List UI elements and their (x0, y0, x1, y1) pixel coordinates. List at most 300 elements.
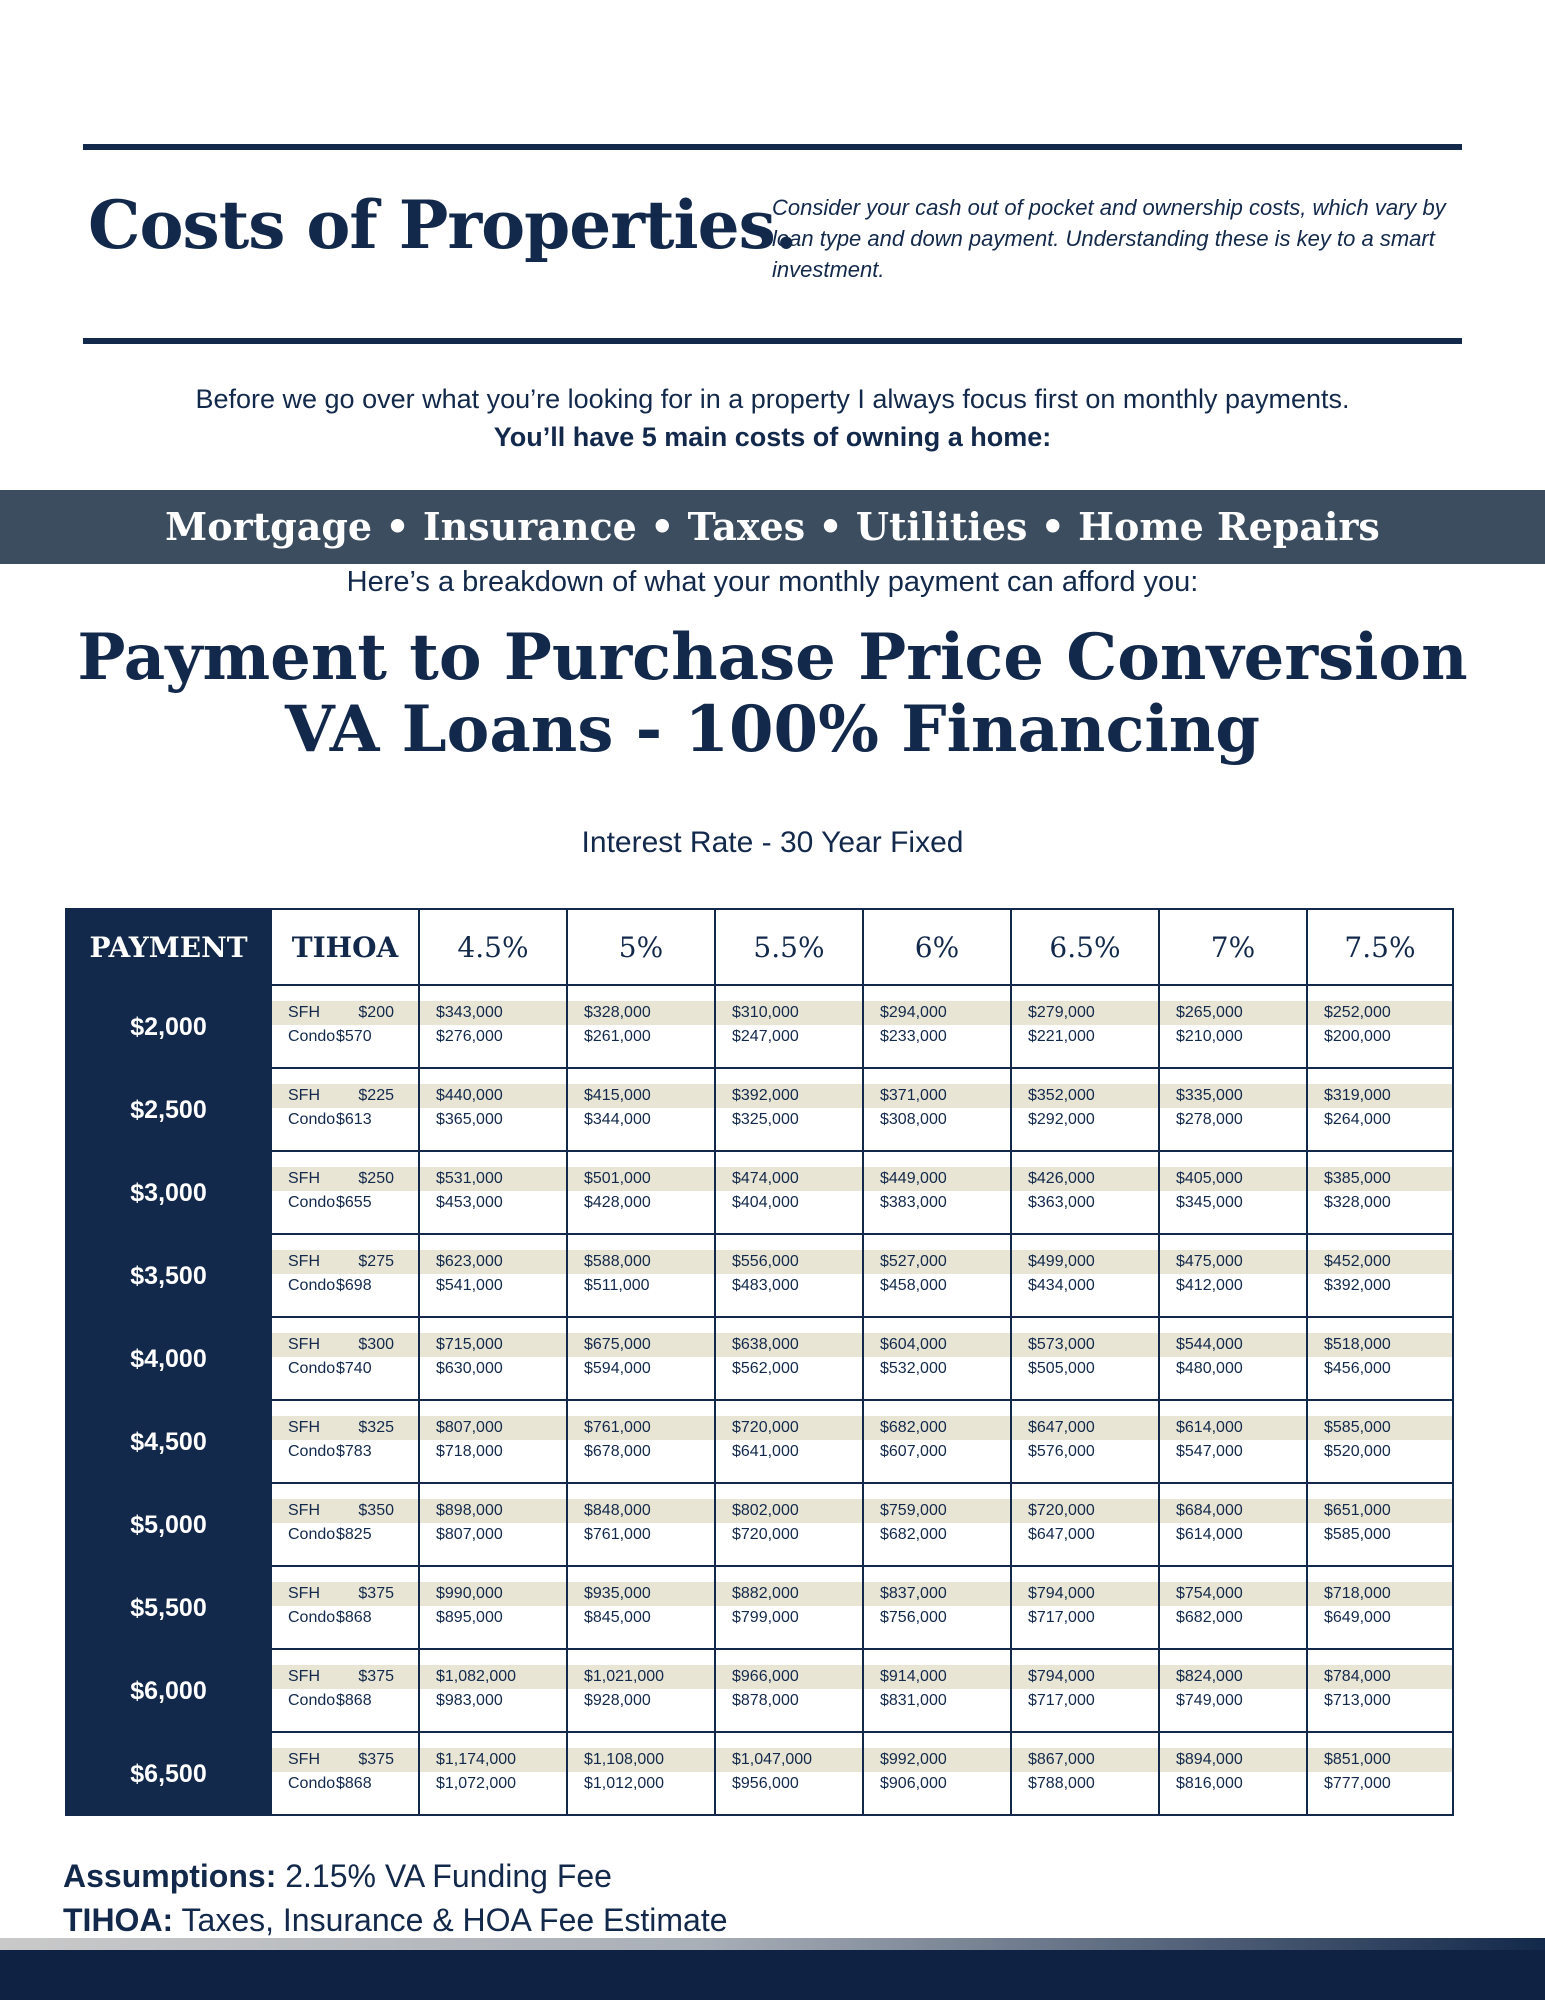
sfh-price: $614,000 (1160, 1416, 1306, 1440)
condo-amount: $868 (336, 1692, 372, 1709)
price-cell (1160, 1650, 1308, 1733)
sfh-price: $518,000 (1308, 1333, 1452, 1357)
tihoa-sfh (272, 1001, 418, 1025)
price-cell (1308, 986, 1454, 1069)
table-row (65, 1318, 1454, 1401)
lead-emphasis: You’ll have 5 main costs of owning a home: (493, 422, 1052, 452)
price-cell (1308, 1152, 1454, 1235)
price-cell (568, 1401, 716, 1484)
condo-price: $505,000 (1028, 1360, 1095, 1377)
header-rate: 6% (864, 908, 1012, 986)
sfh-label: SFH (288, 1419, 320, 1436)
condo-label: Condo (288, 1360, 336, 1377)
sfh-label: SFH (288, 1170, 320, 1187)
sfh-label: SFH (288, 1668, 320, 1685)
price-cell (568, 1733, 716, 1816)
price-cell (1308, 1733, 1454, 1816)
sfh-price: $265,000 (1160, 1001, 1306, 1025)
sfh-price: $573,000 (1012, 1333, 1158, 1357)
price-cell (864, 1318, 1012, 1401)
tihoa-sfh (272, 1416, 418, 1440)
condo-amount: $825 (336, 1526, 372, 1543)
condo-price: $383,000 (880, 1194, 947, 1211)
condo-price: $630,000 (436, 1360, 503, 1377)
sfh-price: $867,000 (1012, 1748, 1158, 1772)
condo-price: $1,012,000 (584, 1775, 665, 1792)
sfh-price: $794,000 (1012, 1582, 1158, 1606)
price-cell (568, 1069, 716, 1152)
condo-price: $532,000 (880, 1360, 947, 1377)
price-cell (716, 1484, 864, 1567)
price-cell (420, 1235, 568, 1318)
tihoa-cell (272, 1567, 420, 1650)
condo-amount: $698 (336, 1277, 372, 1294)
price-cell (1308, 1235, 1454, 1318)
tihoa-sfh (272, 1665, 418, 1689)
tihoa-cell (272, 1235, 420, 1318)
payment-cell: $5,500 (65, 1567, 272, 1650)
condo-price: $756,000 (880, 1609, 947, 1626)
table-row (65, 1733, 1454, 1816)
condo-price: $210,000 (1176, 1028, 1243, 1045)
condo-amount: $570 (336, 1028, 372, 1045)
condo-price: $200,000 (1324, 1028, 1391, 1045)
tihoa-cell (272, 1484, 420, 1567)
condo-price: $456,000 (1324, 1360, 1391, 1377)
price-cell (420, 1484, 568, 1567)
sfh-price: $802,000 (716, 1499, 862, 1523)
sfh-price: $474,000 (716, 1167, 862, 1191)
tihoa-condo (272, 1191, 418, 1215)
price-cell (1160, 1235, 1308, 1318)
condo-amount: $655 (336, 1194, 372, 1211)
price-cell (1308, 1650, 1454, 1733)
condo-price: $878,000 (732, 1692, 799, 1709)
tihoa-condo (272, 1606, 418, 1630)
sfh-price: $501,000 (568, 1167, 714, 1191)
price-cell (568, 1484, 716, 1567)
sfh-price: $335,000 (1160, 1084, 1306, 1108)
price-cell (420, 1152, 568, 1235)
sfh-price: $452,000 (1308, 1250, 1452, 1274)
sfh-price: $319,000 (1308, 1084, 1452, 1108)
condo-label: Condo (288, 1028, 336, 1045)
condo-price: $541,000 (436, 1277, 503, 1294)
condo-price: $682,000 (1176, 1609, 1243, 1626)
sfh-price: $784,000 (1308, 1665, 1452, 1689)
sfh-price: $675,000 (568, 1333, 714, 1357)
tihoa-cell (272, 1152, 420, 1235)
tihoa-condo (272, 1689, 418, 1713)
price-cell (864, 1069, 1012, 1152)
table-row (65, 1401, 1454, 1484)
price-cell (568, 1235, 716, 1318)
sfh-price: $882,000 (716, 1582, 862, 1606)
sfh-amount: $225 (358, 1087, 394, 1104)
sfh-price: $718,000 (1308, 1582, 1452, 1606)
price-cell (1012, 1650, 1160, 1733)
price-cell (420, 1567, 568, 1650)
condo-price: $983,000 (436, 1692, 503, 1709)
tihoa-condo (272, 1025, 418, 1049)
price-cell (1012, 1152, 1160, 1235)
sfh-price: $392,000 (716, 1084, 862, 1108)
condo-price: $956,000 (732, 1775, 799, 1792)
sfh-label: SFH (288, 1502, 320, 1519)
price-cell (420, 1733, 568, 1816)
conversion-title-line1: Payment to Purchase Price Conversion (77, 620, 1468, 695)
tihoa-condo (272, 1772, 418, 1796)
condo-price: $392,000 (1324, 1277, 1391, 1294)
price-cell (420, 1069, 568, 1152)
tihoa-cell (272, 1069, 420, 1152)
sfh-price: $531,000 (420, 1167, 566, 1191)
sfh-amount: $200 (358, 1004, 394, 1021)
condo-price: $614,000 (1176, 1526, 1243, 1543)
condo-price: $458,000 (880, 1277, 947, 1294)
assumptions-label: Assumptions: (63, 1858, 277, 1894)
tihoa-sfh (272, 1167, 418, 1191)
bottom-rule (83, 338, 1462, 344)
condo-price: $261,000 (584, 1028, 651, 1045)
table-row (65, 986, 1454, 1069)
condo-price: $777,000 (1324, 1775, 1391, 1792)
condo-amount: $783 (336, 1443, 372, 1460)
header-rate: 4.5% (420, 908, 568, 986)
price-cell (1012, 1069, 1160, 1152)
price-cell (1160, 1733, 1308, 1816)
sfh-price: $385,000 (1308, 1167, 1452, 1191)
price-cell (864, 1484, 1012, 1567)
condo-price: $720,000 (732, 1526, 799, 1543)
sfh-price: $623,000 (420, 1250, 566, 1274)
price-cell (568, 1650, 716, 1733)
sfh-price: $475,000 (1160, 1250, 1306, 1274)
sfh-price: $990,000 (420, 1582, 566, 1606)
price-cell (864, 1152, 1012, 1235)
condo-price: $428,000 (584, 1194, 651, 1211)
sfh-label: SFH (288, 1087, 320, 1104)
table-row (65, 1650, 1454, 1733)
lead-paragraph (0, 380, 1545, 456)
condo-price: $718,000 (436, 1443, 503, 1460)
price-cell (1160, 1484, 1308, 1567)
payment-cell: $2,500 (65, 1069, 272, 1152)
sfh-price: $720,000 (716, 1416, 862, 1440)
condo-price: $247,000 (732, 1028, 799, 1045)
condo-label: Condo (288, 1526, 336, 1543)
assumptions-text: 2.15% VA Funding Fee (285, 1858, 612, 1894)
condo-price: $647,000 (1028, 1526, 1095, 1543)
condo-price: $749,000 (1176, 1692, 1243, 1709)
condo-price: $649,000 (1324, 1609, 1391, 1626)
tihoa-cell (272, 986, 420, 1069)
condo-price: $345,000 (1176, 1194, 1243, 1211)
sfh-price: $310,000 (716, 1001, 862, 1025)
header-payment: PAYMENT (65, 908, 272, 986)
condo-price: $480,000 (1176, 1360, 1243, 1377)
header-rate: 6.5% (1012, 908, 1160, 986)
sfh-price: $1,174,000 (420, 1748, 566, 1772)
payment-cell: $3,500 (65, 1235, 272, 1318)
tihoa-sfh (272, 1582, 418, 1606)
condo-price: $906,000 (880, 1775, 947, 1792)
payment-cell: $4,000 (65, 1318, 272, 1401)
tihoa-condo (272, 1523, 418, 1547)
price-cell (1160, 986, 1308, 1069)
footer-bar (0, 1950, 1545, 2000)
price-cell (568, 986, 716, 1069)
condo-price: $895,000 (436, 1609, 503, 1626)
price-cell (1160, 1567, 1308, 1650)
tihoa-sfh (272, 1748, 418, 1772)
condo-price: $799,000 (732, 1609, 799, 1626)
price-cell (716, 986, 864, 1069)
sfh-price: $1,021,000 (568, 1665, 714, 1689)
sfh-price: $837,000 (864, 1582, 1010, 1606)
sfh-price: $328,000 (568, 1001, 714, 1025)
condo-amount: $868 (336, 1775, 372, 1792)
sfh-amount: $375 (358, 1751, 394, 1768)
tihoa-condo (272, 1274, 418, 1298)
condo-price: $325,000 (732, 1111, 799, 1128)
table-row (65, 1152, 1454, 1235)
costs-band: Mortgage • Insurance • Taxes • Utilities • Home Repairs (0, 490, 1545, 564)
sfh-price: $371,000 (864, 1084, 1010, 1108)
sfh-price: $824,000 (1160, 1665, 1306, 1689)
lead-line: Before we go over what you’re looking for in a property I always focus first on monthly payments. (195, 384, 1350, 414)
condo-price: $404,000 (732, 1194, 799, 1211)
price-cell (864, 986, 1012, 1069)
condo-price: $807,000 (436, 1526, 503, 1543)
sfh-price: $794,000 (1012, 1665, 1158, 1689)
condo-price: $717,000 (1028, 1692, 1095, 1709)
sfh-price: $898,000 (420, 1499, 566, 1523)
tihoa-line (63, 1898, 728, 1942)
price-cell (716, 1650, 864, 1733)
price-cell (716, 1235, 864, 1318)
sfh-price: $499,000 (1012, 1250, 1158, 1274)
sfh-amount: $375 (358, 1668, 394, 1685)
header-rate: 5.5% (716, 908, 864, 986)
sfh-price: $252,000 (1308, 1001, 1452, 1025)
price-cell (1308, 1484, 1454, 1567)
sfh-price: $279,000 (1012, 1001, 1158, 1025)
sfh-price: $343,000 (420, 1001, 566, 1025)
sfh-label: SFH (288, 1253, 320, 1270)
price-cell (1012, 1733, 1160, 1816)
header-rate: 5% (568, 908, 716, 986)
interest-rate-caption: Interest Rate - 30 Year Fixed (581, 826, 964, 859)
sfh-price: $352,000 (1012, 1084, 1158, 1108)
sfh-price: $647,000 (1012, 1416, 1158, 1440)
condo-label: Condo (288, 1775, 336, 1792)
tihoa-condo (272, 1108, 418, 1132)
payment-cell: $6,000 (65, 1650, 272, 1733)
price-cell (420, 1401, 568, 1484)
table-row (65, 1567, 1454, 1650)
condo-label: Condo (288, 1194, 336, 1211)
sfh-amount: $325 (358, 1419, 394, 1436)
condo-price: $520,000 (1324, 1443, 1391, 1460)
condo-price: $434,000 (1028, 1277, 1095, 1294)
sfh-price: $294,000 (864, 1001, 1010, 1025)
payment-cell: $4,500 (65, 1401, 272, 1484)
sfh-label: SFH (288, 1004, 320, 1021)
sfh-amount: $250 (358, 1170, 394, 1187)
sfh-price: $807,000 (420, 1416, 566, 1440)
price-cell (568, 1567, 716, 1650)
condo-label: Condo (288, 1609, 336, 1626)
price-cell (420, 1650, 568, 1733)
tihoa-sfh (272, 1333, 418, 1357)
price-cell (716, 1733, 864, 1816)
price-cell (1160, 1318, 1308, 1401)
header-rate: 7% (1160, 908, 1308, 986)
tihoa-cell (272, 1318, 420, 1401)
condo-price: $713,000 (1324, 1692, 1391, 1709)
sfh-price: $604,000 (864, 1333, 1010, 1357)
conversion-title (0, 622, 1545, 766)
payment-cell: $2,000 (65, 986, 272, 1069)
header-rate: 7.5% (1308, 908, 1454, 986)
condo-price: $576,000 (1028, 1443, 1095, 1460)
price-cell (864, 1733, 1012, 1816)
price-cell (1012, 1401, 1160, 1484)
condo-price: $365,000 (436, 1111, 503, 1128)
payment-cell: $3,000 (65, 1152, 272, 1235)
sfh-price: $761,000 (568, 1416, 714, 1440)
price-cell (1012, 1567, 1160, 1650)
sfh-price: $992,000 (864, 1748, 1010, 1772)
sfh-price: $426,000 (1012, 1167, 1158, 1191)
condo-price: $328,000 (1324, 1194, 1391, 1211)
tihoa-sfh (272, 1084, 418, 1108)
price-cell (420, 1318, 568, 1401)
payment-cell: $5,000 (65, 1484, 272, 1567)
footer-gradient-stripe (0, 1938, 1545, 1950)
condo-price: $831,000 (880, 1692, 947, 1709)
condo-price: $278,000 (1176, 1111, 1243, 1128)
sfh-price: $588,000 (568, 1250, 714, 1274)
conversion-table (65, 908, 1454, 1816)
price-cell (1012, 1484, 1160, 1567)
price-cell (1308, 1401, 1454, 1484)
sfh-price: $527,000 (864, 1250, 1010, 1274)
price-cell (716, 1401, 864, 1484)
sfh-price: $851,000 (1308, 1748, 1452, 1772)
tihoa-sfh (272, 1499, 418, 1523)
sfh-amount: $275 (358, 1253, 394, 1270)
price-cell (1012, 1235, 1160, 1318)
condo-price: $292,000 (1028, 1111, 1095, 1128)
condo-price: $233,000 (880, 1028, 947, 1045)
sfh-price: $1,082,000 (420, 1665, 566, 1689)
payment-cell: $6,500 (65, 1733, 272, 1816)
condo-price: $483,000 (732, 1277, 799, 1294)
condo-price: $585,000 (1324, 1526, 1391, 1543)
sfh-label: SFH (288, 1751, 320, 1768)
sfh-price: $1,108,000 (568, 1748, 714, 1772)
condo-price: $264,000 (1324, 1111, 1391, 1128)
price-cell (864, 1235, 1012, 1318)
sfh-amount: $300 (358, 1336, 394, 1353)
condo-price: $562,000 (732, 1360, 799, 1377)
price-cell (716, 1567, 864, 1650)
condo-amount: $613 (336, 1111, 372, 1128)
condo-price: $761,000 (584, 1526, 651, 1543)
sfh-price: $405,000 (1160, 1167, 1306, 1191)
table-header-row (65, 908, 1454, 986)
price-cell (1160, 1069, 1308, 1152)
sfh-amount: $375 (358, 1585, 394, 1602)
sfh-price: $894,000 (1160, 1748, 1306, 1772)
table-row (65, 1484, 1454, 1567)
sfh-price: $415,000 (568, 1084, 714, 1108)
price-cell (864, 1650, 1012, 1733)
condo-price: $308,000 (880, 1111, 947, 1128)
tihoa-cell (272, 1650, 420, 1733)
tihoa-condo (272, 1357, 418, 1381)
condo-price: $221,000 (1028, 1028, 1095, 1045)
tihoa-text: Taxes, Insurance & HOA Fee Estimate (181, 1902, 728, 1938)
tihoa-sfh (272, 1250, 418, 1274)
sfh-price: $720,000 (1012, 1499, 1158, 1523)
condo-price: $607,000 (880, 1443, 947, 1460)
condo-amount: $868 (336, 1609, 372, 1626)
sfh-price: $966,000 (716, 1665, 862, 1689)
price-cell (864, 1401, 1012, 1484)
condo-label: Condo (288, 1443, 336, 1460)
intro-text: Consider your cash out of pocket and ownership costs, which vary by loan type and down payment. Understanding these is key to a smart investment. (772, 195, 1446, 282)
price-cell (864, 1567, 1012, 1650)
condo-price: $547,000 (1176, 1443, 1243, 1460)
sfh-price: $585,000 (1308, 1416, 1452, 1440)
condo-label: Condo (288, 1277, 336, 1294)
sfh-amount: $350 (358, 1502, 394, 1519)
price-cell (1308, 1069, 1454, 1152)
sfh-label: SFH (288, 1336, 320, 1353)
condo-price: $1,072,000 (436, 1775, 517, 1792)
price-cell (568, 1152, 716, 1235)
price-cell (420, 986, 568, 1069)
price-cell (716, 1069, 864, 1152)
condo-amount: $740 (336, 1360, 372, 1377)
condo-label: Condo (288, 1692, 336, 1709)
sfh-price: $1,047,000 (716, 1748, 862, 1772)
price-cell (1160, 1401, 1308, 1484)
condo-price: $641,000 (732, 1443, 799, 1460)
condo-price: $845,000 (584, 1609, 651, 1626)
assumptions (63, 1854, 728, 1942)
tihoa-label: TIHOA: (63, 1902, 174, 1938)
tihoa-cell (272, 1733, 420, 1816)
condo-price: $276,000 (436, 1028, 503, 1045)
condo-price: $363,000 (1028, 1194, 1095, 1211)
top-rule (83, 144, 1462, 150)
header-tihoa: TIHOA (272, 908, 420, 986)
sfh-price: $556,000 (716, 1250, 862, 1274)
sfh-price: $651,000 (1308, 1499, 1452, 1523)
sfh-price: $638,000 (716, 1333, 862, 1357)
price-cell (1308, 1567, 1454, 1650)
price-cell (716, 1318, 864, 1401)
price-cell (716, 1152, 864, 1235)
condo-price: $453,000 (436, 1194, 503, 1211)
conversion-title-line2: VA Loans - 100% Financing (285, 692, 1260, 767)
sfh-price: $914,000 (864, 1665, 1010, 1689)
sfh-price: $715,000 (420, 1333, 566, 1357)
